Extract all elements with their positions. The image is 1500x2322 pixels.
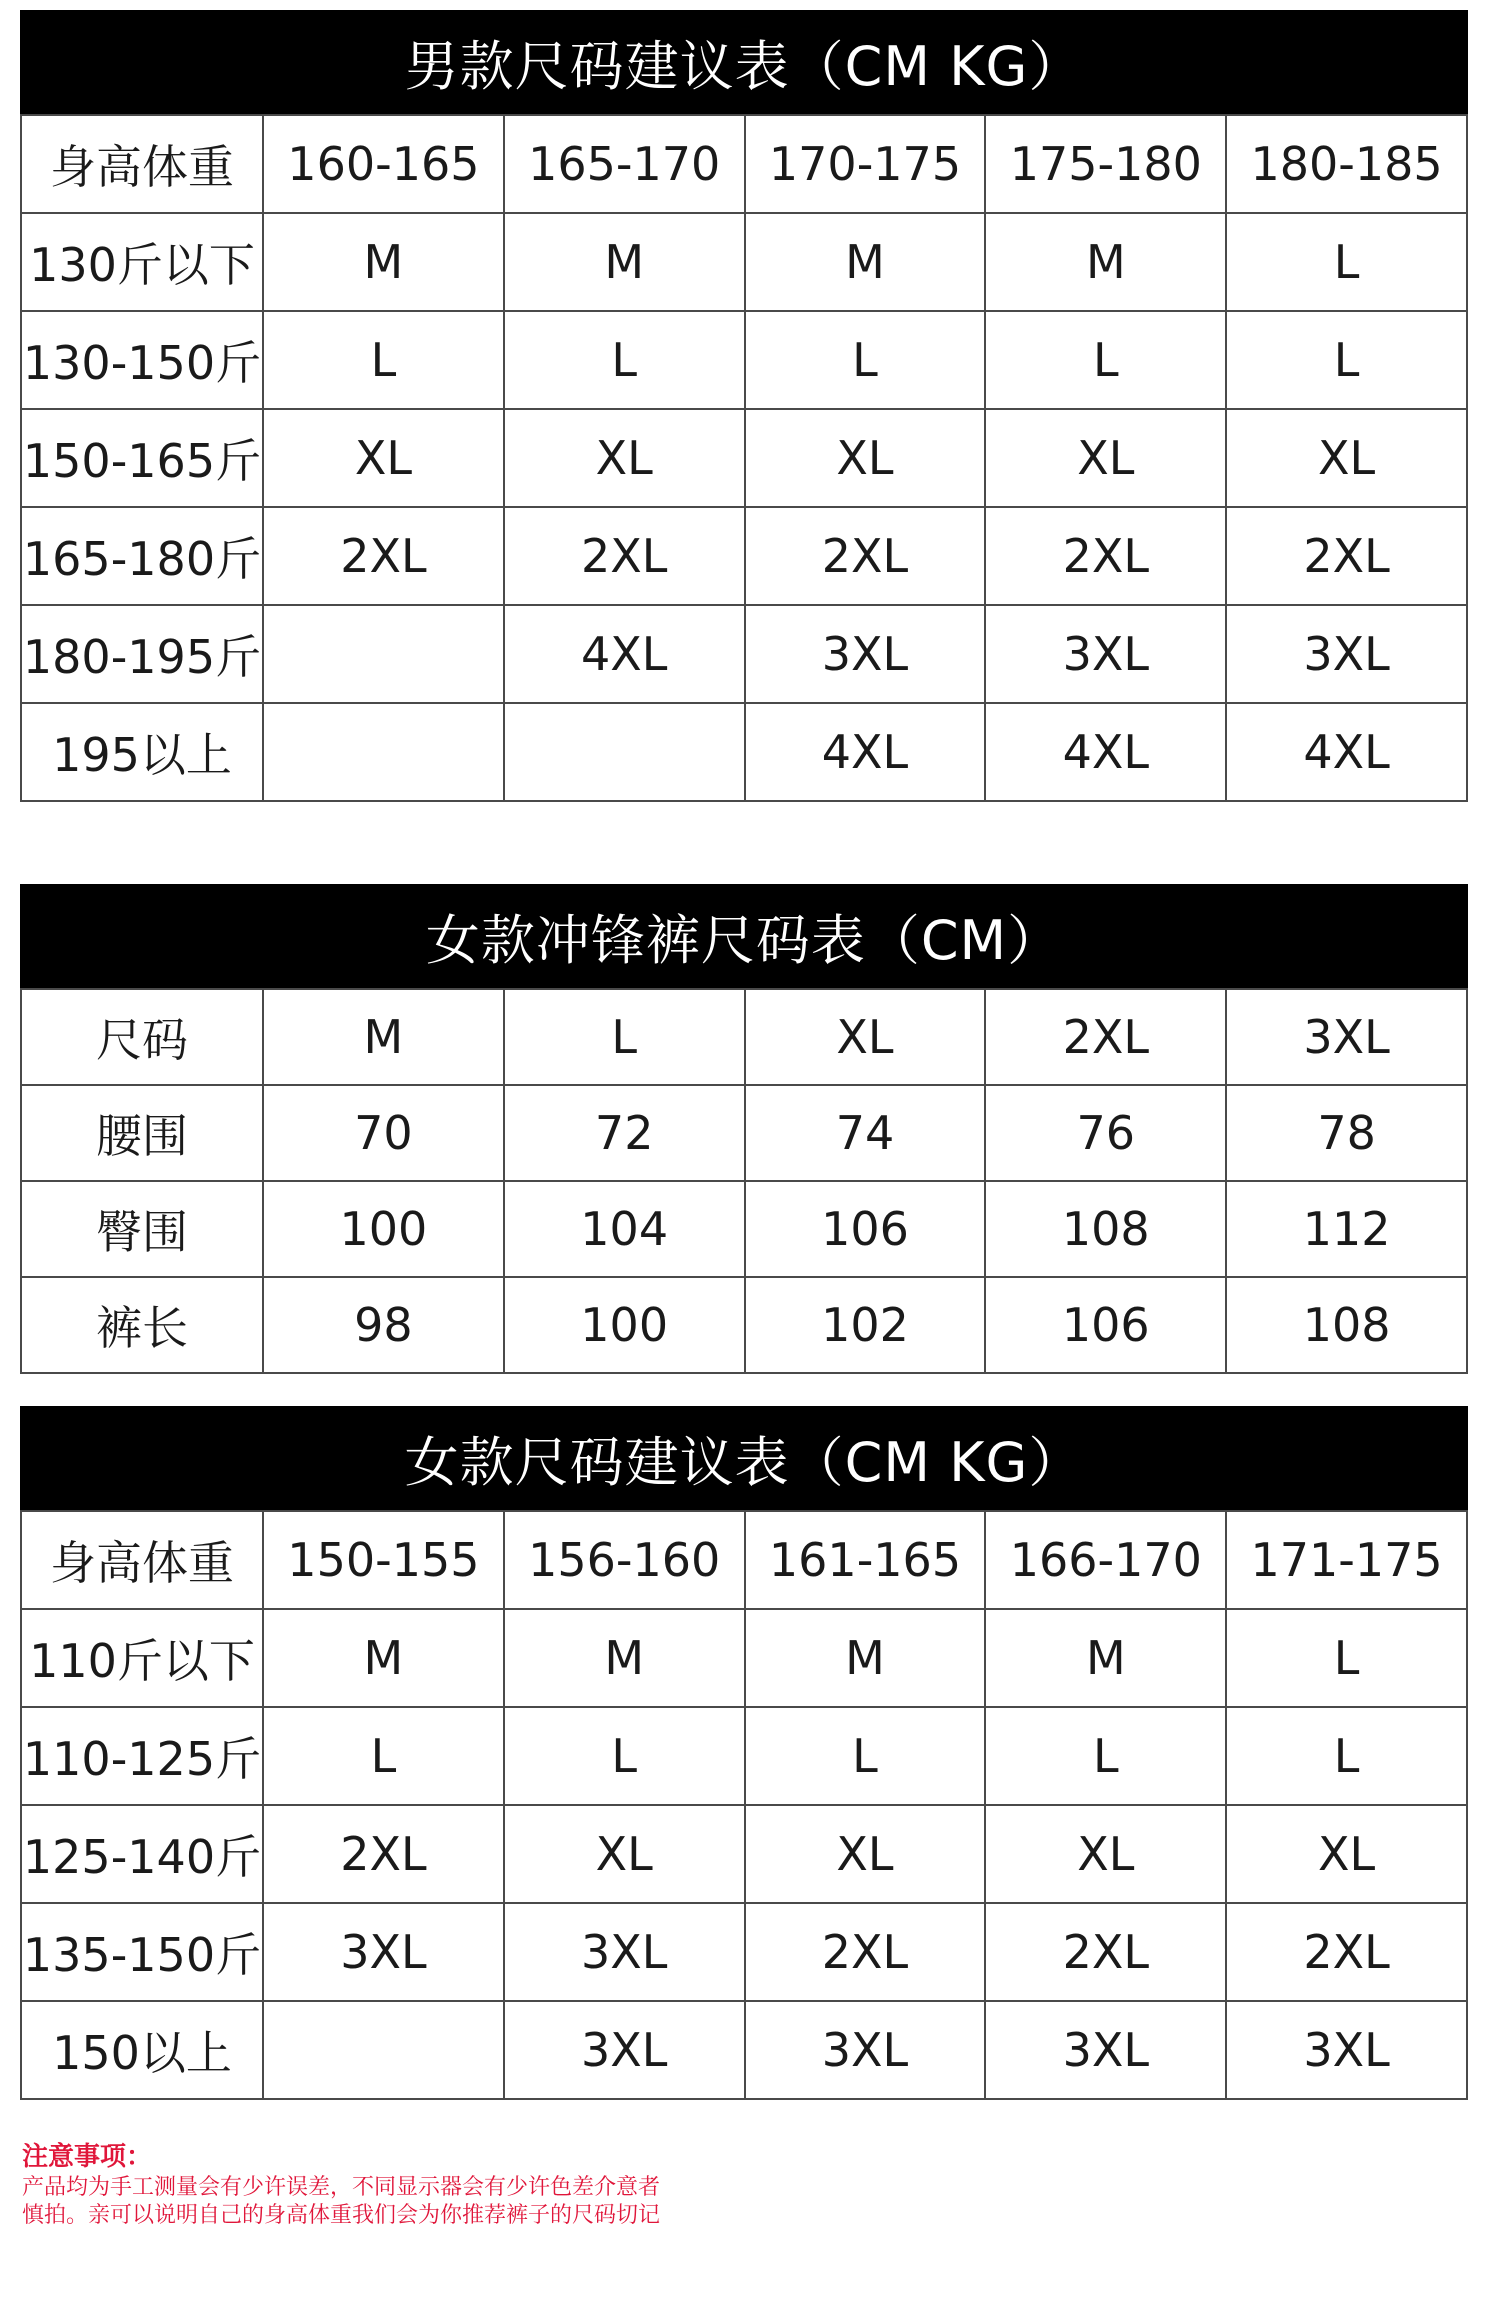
column-header: 166-170 <box>985 1511 1226 1609</box>
table-cell: XL <box>504 409 745 507</box>
table-row <box>21 213 1467 311</box>
table-row <box>21 1277 1467 1373</box>
table-cell: 70 <box>263 1085 504 1181</box>
table-cell <box>263 2001 504 2099</box>
table-cell: 106 <box>985 1277 1226 1373</box>
table-cell: M <box>504 213 745 311</box>
row-label: 150-165斤 <box>21 409 263 507</box>
table-cell: 100 <box>263 1181 504 1277</box>
corner-cell: 身高体重 <box>21 115 263 213</box>
column-header: L <box>504 989 745 1085</box>
table-row <box>21 1181 1467 1277</box>
women-pants-size-table <box>20 884 1468 1374</box>
row-label: 裤长 <box>21 1277 263 1373</box>
table-cell: 102 <box>745 1277 986 1373</box>
corner-cell: 身高体重 <box>21 1511 263 1609</box>
column-header: 165-170 <box>504 115 745 213</box>
women-grid <box>20 1510 1468 2100</box>
table-cell: 3XL <box>504 2001 745 2099</box>
table-cell: 2XL <box>985 507 1226 605</box>
men-table-title: 男款尺码建议表（CM KG） <box>20 10 1468 114</box>
table-cell: L <box>745 311 986 409</box>
table-cell: L <box>1226 1707 1467 1805</box>
table-cell: 72 <box>504 1085 745 1181</box>
table-cell: M <box>745 1609 986 1707</box>
table-cell: 106 <box>745 1181 986 1277</box>
table-cell: M <box>263 1609 504 1707</box>
table-cell: 98 <box>263 1277 504 1373</box>
table-row <box>21 1707 1467 1805</box>
table-cell: 3XL <box>985 605 1226 703</box>
table-cell <box>504 703 745 801</box>
women-pants-grid <box>20 988 1468 1374</box>
row-label: 165-180斤 <box>21 507 263 605</box>
row-label: 110斤以下 <box>21 1609 263 1707</box>
table-cell: XL <box>985 409 1226 507</box>
table-row <box>21 1903 1467 2001</box>
table-cell: 2XL <box>504 507 745 605</box>
table-cell: 3XL <box>1226 2001 1467 2099</box>
table-cell: XL <box>985 1805 1226 1903</box>
men-size-table <box>20 10 1468 802</box>
table-row <box>21 507 1467 605</box>
notes-title: 注意事项： <box>22 2142 153 2172</box>
table-cell: 3XL <box>985 2001 1226 2099</box>
table-cell: L <box>263 311 504 409</box>
table-cell: 78 <box>1226 1085 1467 1181</box>
column-header: 161-165 <box>745 1511 986 1609</box>
table-cell: M <box>504 1609 745 1707</box>
men-grid <box>20 114 1468 802</box>
notes-line: 产品均为手工测量会有少许误差，不同显示器会有少许色差介意者 <box>22 2175 661 2200</box>
table-cell: 4XL <box>985 703 1226 801</box>
table-row <box>21 605 1467 703</box>
table-header-row <box>21 989 1467 1085</box>
notes-line: 慎拍。亲可以说明自己的身高体重我们会为你推荐裤子的尺码切记 <box>22 2203 661 2228</box>
column-header: 170-175 <box>745 115 986 213</box>
column-header: 2XL <box>985 989 1226 1085</box>
row-label: 腰围 <box>21 1085 263 1181</box>
women-pants-table-title: 女款冲锋裤尺码表（CM） <box>20 884 1468 988</box>
table-cell: 4XL <box>745 703 986 801</box>
column-header: M <box>263 989 504 1085</box>
table-row <box>21 409 1467 507</box>
table-cell: 2XL <box>745 507 986 605</box>
row-label: 臀围 <box>21 1181 263 1277</box>
row-label: 130-150斤 <box>21 311 263 409</box>
row-label: 125-140斤 <box>21 1805 263 1903</box>
table-cell: XL <box>263 409 504 507</box>
table-cell <box>263 605 504 703</box>
column-header: 150-155 <box>263 1511 504 1609</box>
table-cell: M <box>263 213 504 311</box>
table-cell: 112 <box>1226 1181 1467 1277</box>
table-cell: 74 <box>745 1085 986 1181</box>
table-cell: L <box>985 311 1226 409</box>
row-label: 150以上 <box>21 2001 263 2099</box>
table-cell: L <box>504 311 745 409</box>
table-cell: 2XL <box>263 507 504 605</box>
table-cell: L <box>745 1707 986 1805</box>
table-cell <box>263 703 504 801</box>
table-cell: XL <box>1226 1805 1467 1903</box>
row-label: 110-125斤 <box>21 1707 263 1805</box>
table-cell: M <box>745 213 986 311</box>
table-cell: L <box>1226 1609 1467 1707</box>
table-cell: 3XL <box>745 2001 986 2099</box>
table-cell: 108 <box>985 1181 1226 1277</box>
table-cell: 2XL <box>1226 1903 1467 2001</box>
table-cell: L <box>985 1707 1226 1805</box>
table-cell: 4XL <box>1226 703 1467 801</box>
row-label: 180-195斤 <box>21 605 263 703</box>
table-cell: 3XL <box>745 605 986 703</box>
table-cell: XL <box>1226 409 1467 507</box>
table-row <box>21 1085 1467 1181</box>
table-cell: 108 <box>1226 1277 1467 1373</box>
column-header: 156-160 <box>504 1511 745 1609</box>
women-table-title: 女款尺码建议表（CM KG） <box>20 1406 1468 1510</box>
corner-cell: 尺码 <box>21 989 263 1085</box>
table-cell: XL <box>504 1805 745 1903</box>
column-header: 175-180 <box>985 115 1226 213</box>
table-row <box>21 1609 1467 1707</box>
table-cell: M <box>985 1609 1226 1707</box>
column-header: 180-185 <box>1226 115 1467 213</box>
table-row <box>21 1805 1467 1903</box>
table-header-row <box>21 115 1467 213</box>
table-cell: XL <box>745 409 986 507</box>
table-cell: XL <box>745 1805 986 1903</box>
table-cell: 2XL <box>263 1805 504 1903</box>
column-header: 3XL <box>1226 989 1467 1085</box>
table-cell: L <box>1226 311 1467 409</box>
table-cell: L <box>263 1707 504 1805</box>
table-cell: 104 <box>504 1181 745 1277</box>
column-header: 160-165 <box>263 115 504 213</box>
table-cell: 3XL <box>263 1903 504 2001</box>
table-cell: M <box>985 213 1226 311</box>
table-row <box>21 2001 1467 2099</box>
table-cell: 4XL <box>504 605 745 703</box>
column-header: 171-175 <box>1226 1511 1467 1609</box>
table-cell: L <box>504 1707 745 1805</box>
women-size-table <box>20 1406 1468 2100</box>
table-row <box>21 311 1467 409</box>
table-cell: 2XL <box>1226 507 1467 605</box>
table-cell: 100 <box>504 1277 745 1373</box>
column-header: XL <box>745 989 986 1085</box>
row-label: 195以上 <box>21 703 263 801</box>
table-row <box>21 703 1467 801</box>
table-header-row <box>21 1511 1467 1609</box>
table-cell: 76 <box>985 1085 1226 1181</box>
table-cell: 2XL <box>985 1903 1226 2001</box>
table-cell: 3XL <box>1226 605 1467 703</box>
row-label: 135-150斤 <box>21 1903 263 2001</box>
notes-section <box>22 2140 782 2230</box>
table-cell: L <box>1226 213 1467 311</box>
table-cell: 3XL <box>504 1903 745 2001</box>
row-label: 130斤以下 <box>21 213 263 311</box>
table-cell: 2XL <box>745 1903 986 2001</box>
